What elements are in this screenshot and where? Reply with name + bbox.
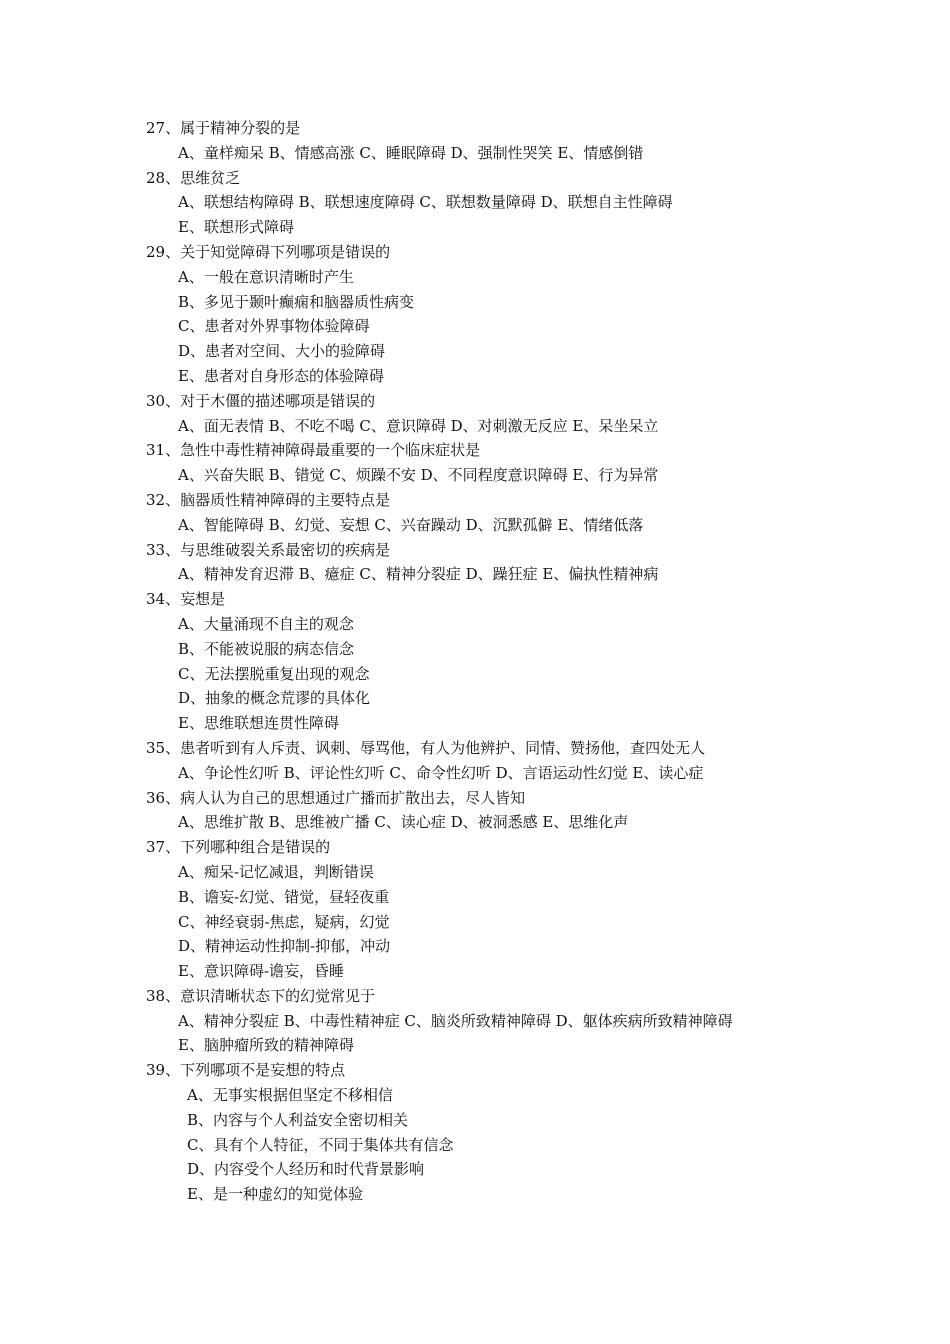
question-34-option-b: B、不能被说服的病态信念 — [178, 639, 355, 658]
question-37-stem: 37、下列哪种组合是错误的 — [146, 838, 331, 857]
question-34-option-e: E、思维联想连贯性障碍 — [178, 714, 339, 733]
question-32-stem: 32、脑器质性精神障碍的主要特点是 — [146, 490, 391, 509]
question-29-option-b: B、多见于颞叶癫痫和脑器质性病变 — [178, 292, 415, 311]
question-28-stem: 28、思维贫乏 — [146, 168, 241, 187]
question-35-stem: 35、患者听到有人斥责、讽刺、辱骂他，有人为他辨护、同情、赞扬他，查四处无人 — [146, 738, 706, 757]
question-35-options: A、争论性幻听 B、评论性幻听 C、命令性幻听 D、言语运动性幻觉 E、读心症 — [178, 763, 704, 782]
question-38-options: A、精神分裂症 B、中毒性精神症 C、脑炎所致精神障碍 D、躯体疾病所致精神障碍 — [178, 1011, 733, 1030]
question-39-option-e: E、是一种虚幻的知觉体验 — [187, 1185, 363, 1204]
question-36-options: A、思维扩散 B、思维被广播 C、读心症 D、被洞悉感 E、思维化声 — [178, 813, 629, 832]
question-36-stem: 36、病人认为自己的思想通过广播而扩散出去，尽人皆知 — [146, 788, 526, 807]
question-34-option-a: A、大量涌现不自主的观念 — [178, 614, 354, 633]
question-39-option-b: B、内容与个人利益安全密切相关 — [187, 1110, 409, 1129]
question-39-option-c: C、具有个人特征，不同于集体共有信念 — [187, 1135, 454, 1154]
question-38-options: E、脑肿瘤所致的精神障碍 — [178, 1036, 354, 1055]
question-37-option-a: A、痴呆-记忆减退，判断错误 — [178, 862, 374, 881]
question-39-option-a: A、无事实根据但坚定不移相信 — [187, 1086, 393, 1105]
question-37-option-b: B、谵妄-幻觉、错觉，昼轻夜重 — [178, 887, 390, 906]
question-37-option-c: C、神经衰弱-焦虑，疑病，幻觉 — [178, 912, 390, 931]
question-37-option-d: D、精神运动性抑制-抑郁，冲动 — [178, 937, 391, 956]
question-31-options: A、兴奋失眠 B、错觉 C、烦躁不安 D、不同程度意识障碍 E、行为异常 — [178, 466, 659, 485]
question-list — [146, 116, 906, 1207]
question-27-options: A、童样痴呆 B、情感高涨 C、睡眠障碍 D、强制性哭笑 E、情感倒错 — [178, 143, 644, 162]
question-28-options: E、联想形式障碍 — [178, 218, 294, 237]
question-39-option-d: D、内容受个人经历和时代背景影响 — [187, 1160, 425, 1179]
question-28-options: A、联想结构障碍 B、联想速度障碍 C、联想数量障碍 D、联想自主性障碍 — [178, 193, 673, 212]
question-29-option-a: A、一般在意识清晰时产生 — [178, 267, 354, 286]
question-29-option-d: D、患者对空间、大小的验障碍 — [178, 342, 386, 361]
question-34-option-c: C、无法摆脱重复出现的观念 — [178, 664, 370, 683]
question-37-option-e: E、意识障碍-谵妄，昏睡 — [178, 962, 345, 981]
question-38-stem: 38、意识清晰状态下的幻觉常见于 — [146, 986, 376, 1005]
question-30-stem: 30、对于木僵的描述哪项是错误的 — [146, 391, 376, 410]
question-33-options: A、精神发育迟滞 B、癔症 C、精神分裂症 D、躁狂症 E、偏执性精神病 — [178, 565, 659, 584]
question-31-stem: 31、急性中毒性精神障碍最重要的一个临床症状是 — [146, 441, 481, 460]
question-29-option-e: E、患者对自身形态的体验障碍 — [178, 366, 384, 385]
question-32-options: A、智能障碍 B、幻觉、妄想 C、兴奋躁动 D、沉默孤僻 E、情绪低落 — [178, 515, 644, 534]
question-33-stem: 33、与思维破裂关系最密切的疾病是 — [146, 540, 391, 559]
question-34-option-d: D、抽象的概念荒谬的具体化 — [178, 689, 371, 708]
question-34-stem: 34、妄想是 — [146, 590, 226, 609]
question-29-stem: 29、关于知觉障碍下列哪项是错误的 — [146, 242, 391, 261]
question-39-stem: 39、下列哪项不是妄想的特点 — [146, 1061, 346, 1080]
question-27-stem: 27、属于精神分裂的是 — [146, 119, 301, 137]
question-29-option-c: C、患者对外界事物体验障碍 — [178, 317, 370, 336]
question-30-options: A、面无表情 B、不吃不喝 C、意识障碍 D、对刺激无反应 E、呆坐呆立 — [178, 416, 659, 435]
